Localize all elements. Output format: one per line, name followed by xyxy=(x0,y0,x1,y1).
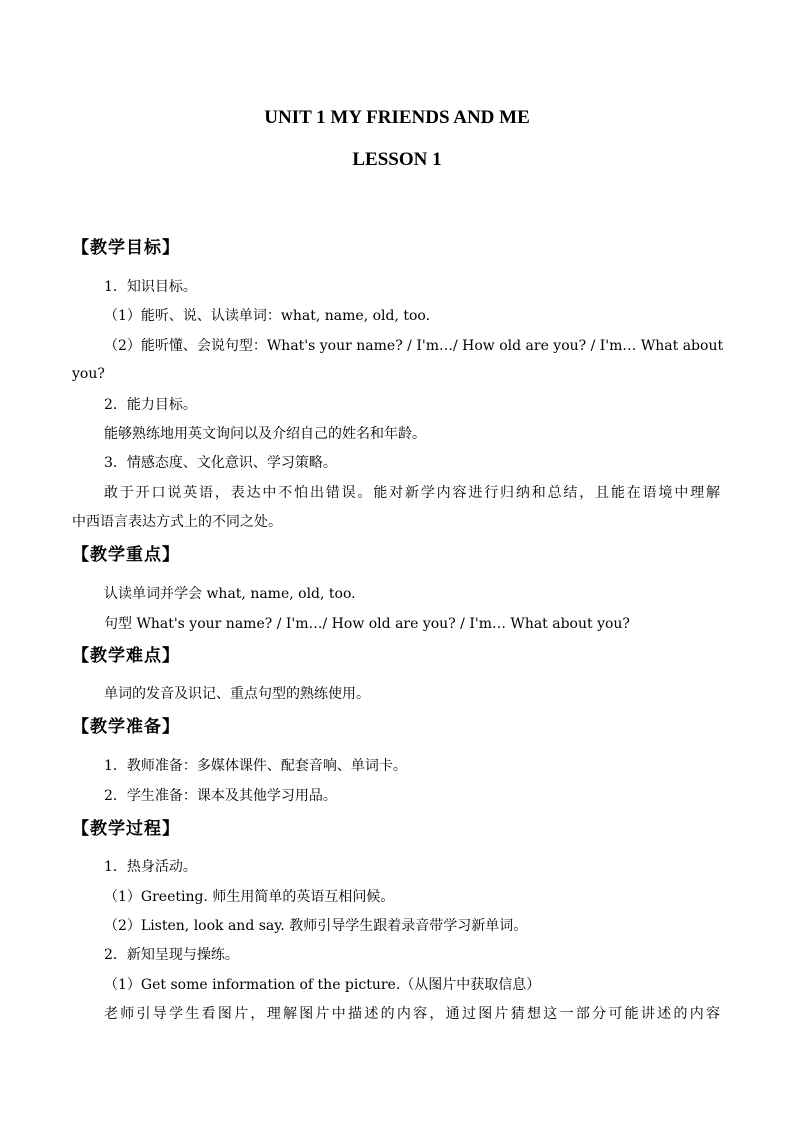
keypoint-sentences: 句型 What's your name? / I'm…/ How old are you? / I'm… What about you? xyxy=(104,616,630,632)
objective-sentences-cont: you? xyxy=(72,366,105,382)
preparation-heading: 【教学准备】 xyxy=(72,717,180,737)
objectives-heading: 【教学目标】 xyxy=(72,238,180,258)
difficulty-desc: 单词的发音及识记、重点句型的熟练使用。 xyxy=(104,686,370,702)
objective-words: （1）能听、说、认读单词：what, name, old, too. xyxy=(104,308,431,324)
process-greeting: （1）Greeting. 师生用简单的英语互相问候。 xyxy=(104,889,395,905)
process-picture-info: （1）Get some information of the picture.（从图片中获取信息） xyxy=(104,977,541,993)
objective-knowledge: 1．知识目标。 xyxy=(104,279,197,295)
process-heading: 【教学过程】 xyxy=(72,819,180,839)
document-title: UNIT 1 MY FRIENDS AND ME xyxy=(264,107,530,128)
lesson-title: LESSON 1 xyxy=(352,149,442,170)
objective-attitude: 3．情感态度、文化意识、学习策略。 xyxy=(104,455,337,471)
process-new-knowledge: 2．新知呈现与操练。 xyxy=(104,947,239,963)
process-picture-desc: 老师引导学生看图片，理解图片中描述的内容，通过图片猜想这一部分可能讲述的内容 xyxy=(104,1006,720,1022)
keypoints-heading: 【教学重点】 xyxy=(72,545,180,565)
preparation-student: 2．学生准备：课本及其他学习用品。 xyxy=(104,788,337,804)
process-listen: （2）Listen, look and say. 教师引导学生跟着录音带学习新单词。 xyxy=(104,918,528,934)
objective-ability-desc: 能够熟练地用英文询问以及介绍自己的姓名和年龄。 xyxy=(104,426,426,442)
objective-attitude-desc-cont: 中西语言表达方式上的不同之处。 xyxy=(72,514,282,530)
objective-attitude-desc: 敢于开口说英语，表达中不怕出错误。能对新学内容进行归纳和总结，且能在语境中理解 xyxy=(104,485,720,501)
objective-ability: 2．能力目标。 xyxy=(104,397,197,413)
keypoint-words: 认读单词并学会 what, name, old, too. xyxy=(104,586,356,602)
process-warmup: 1．热身活动。 xyxy=(104,859,197,875)
difficulties-heading: 【教学难点】 xyxy=(72,646,180,666)
preparation-teacher: 1．教师准备：多媒体课件、配套音响、单词卡。 xyxy=(104,758,407,774)
objective-sentences: （2）能听懂、会说句型：What's your name? / I'm…/ How old are you? / I'm… What about xyxy=(104,338,724,354)
